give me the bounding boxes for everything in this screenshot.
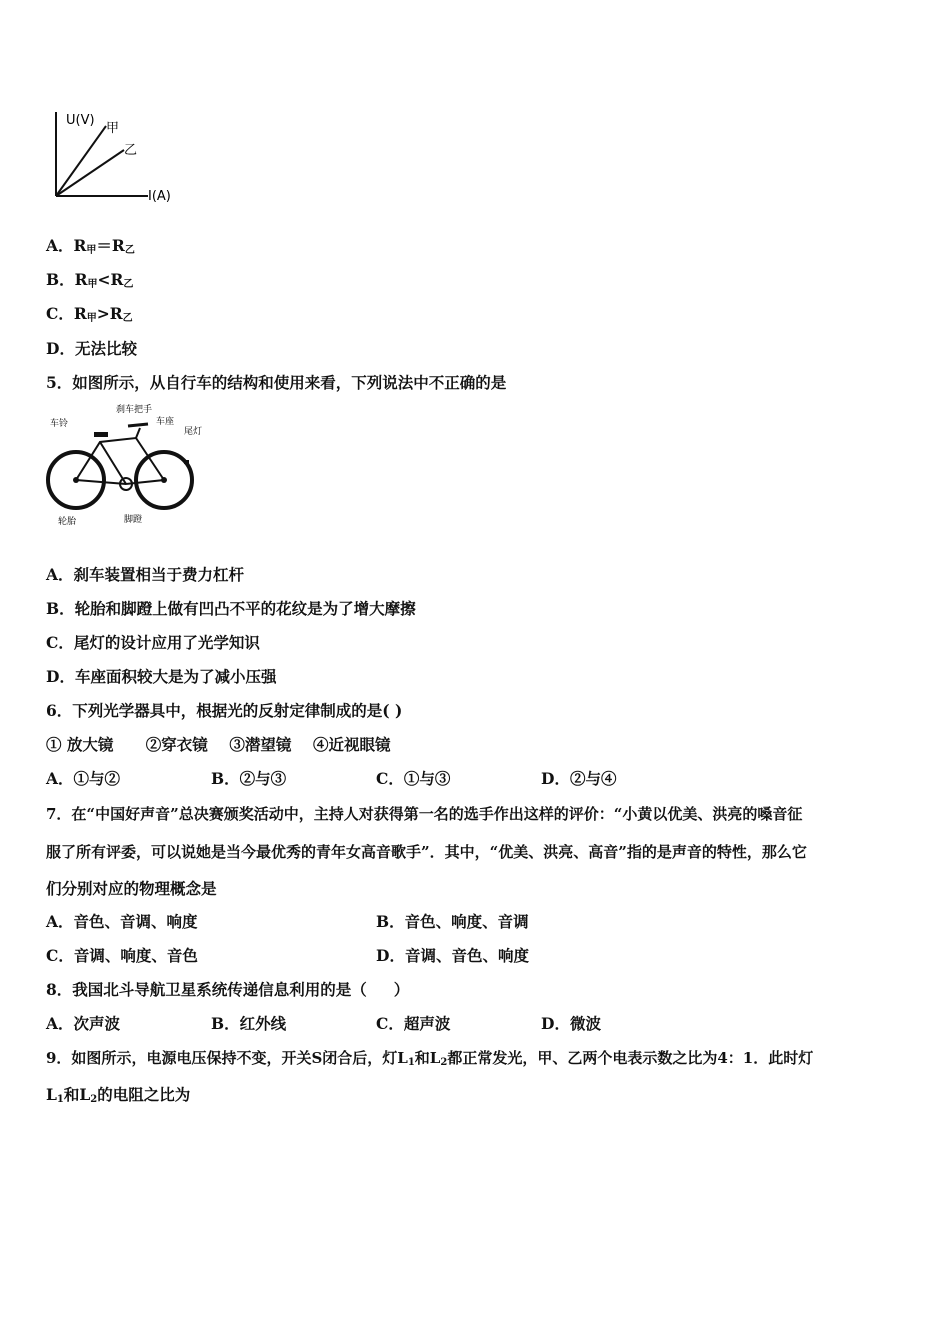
label-brake: 刹车把手 bbox=[116, 405, 153, 415]
q6-stem: 6．下列光学器具中，根据光的反射定律制成的是( ) bbox=[46, 701, 403, 720]
q7-option-c: C．音调、响度、音色 bbox=[46, 946, 198, 965]
q7-option-d: D．音调、音色、响度 bbox=[376, 946, 529, 965]
q6-option-a: A．①与② bbox=[46, 769, 121, 788]
q9-line-1: 9．如图所示，电源电压保持不变，开关S闭合后，灯$L_1$和$L_2$都正常发光，甲、乙两个电表示数之比为4：1．此时灯 bbox=[46, 1049, 814, 1068]
q9-line-2: $L_1$和$L_2$的电阻之比为 bbox=[46, 1085, 191, 1105]
label-tail-light: 尾灯 bbox=[184, 427, 203, 437]
label-seat: 车座 bbox=[156, 417, 175, 427]
q8-option-d: D．微波 bbox=[541, 1014, 601, 1033]
q5-option-b: B．轮胎和脚蹬上做有凹凸不平的花纹是为了增大摩擦 bbox=[46, 599, 416, 618]
q4-option-d: D．无法比较 bbox=[46, 339, 137, 358]
ui-graph-figure bbox=[44, 106, 184, 202]
q7-line-1: 7．在“中国好声音”总决赛颁奖活动中，主持人对获得第一名的选手作出这样的评价：“小黄以优美、洪亮的嗓音征 bbox=[46, 805, 803, 823]
q8-option-a: A．次声波 bbox=[46, 1014, 121, 1033]
bicycle-figure bbox=[44, 402, 208, 530]
line-yi-label: 乙 bbox=[124, 143, 138, 158]
q6-items: ① 放大镜 ②穿衣镜 ③潜望镜 ④近视眼镜 bbox=[46, 735, 391, 754]
q7-option-b: B．音色、响度、音调 bbox=[376, 912, 529, 931]
q8-stem: 8．我国北斗导航卫星系统传递信息利用的是（ ） bbox=[46, 980, 410, 999]
q5-option-d: D．车座面积较大是为了减小压强 bbox=[46, 667, 277, 686]
q5-option-c: C．尾灯的设计应用了光学知识 bbox=[46, 633, 260, 652]
x-axis-label: I(A) bbox=[148, 189, 171, 202]
y-axis-label: U(V) bbox=[66, 113, 95, 128]
q6-option-c: C．①与③ bbox=[376, 769, 451, 788]
label-bell: 车铃 bbox=[50, 419, 69, 429]
q4-option-b: B．$R_甲<R_乙$ bbox=[46, 270, 134, 290]
q4-option-a: A．$R_甲=R_乙$ bbox=[46, 236, 135, 256]
q6-option-d: D．②与④ bbox=[541, 769, 617, 788]
q8-option-b: B．红外线 bbox=[211, 1014, 287, 1033]
line-jia-label: 甲 bbox=[106, 121, 120, 136]
q7-line-2: 服了所有评委，可以说她是当今最优秀的青年女高音歌手”．其中，“优美、洪亮、高音”指的是声音的特性，那么它 bbox=[46, 843, 807, 861]
label-tire: 轮胎 bbox=[58, 517, 77, 527]
q4-option-c: C．$R_甲>R_乙$ bbox=[46, 304, 133, 324]
line-jia bbox=[56, 126, 106, 196]
q8-option-c: C．超声波 bbox=[376, 1014, 451, 1033]
line-yi bbox=[56, 150, 124, 196]
q5-stem: 5．如图所示，从自行车的结构和使用来看，下列说法中不正确的是 bbox=[46, 373, 507, 392]
q6-option-b: B．②与③ bbox=[211, 769, 287, 788]
q5-option-a: A．刹车装置相当于费力杠杆 bbox=[46, 565, 245, 584]
bike-frame bbox=[76, 438, 164, 484]
q7-option-a: A．音色、音调、响度 bbox=[46, 912, 198, 931]
label-pedal: 脚蹬 bbox=[124, 515, 143, 525]
bike-seat bbox=[94, 432, 108, 437]
q7-line-3: 们分别对应的物理概念是 bbox=[46, 879, 217, 898]
